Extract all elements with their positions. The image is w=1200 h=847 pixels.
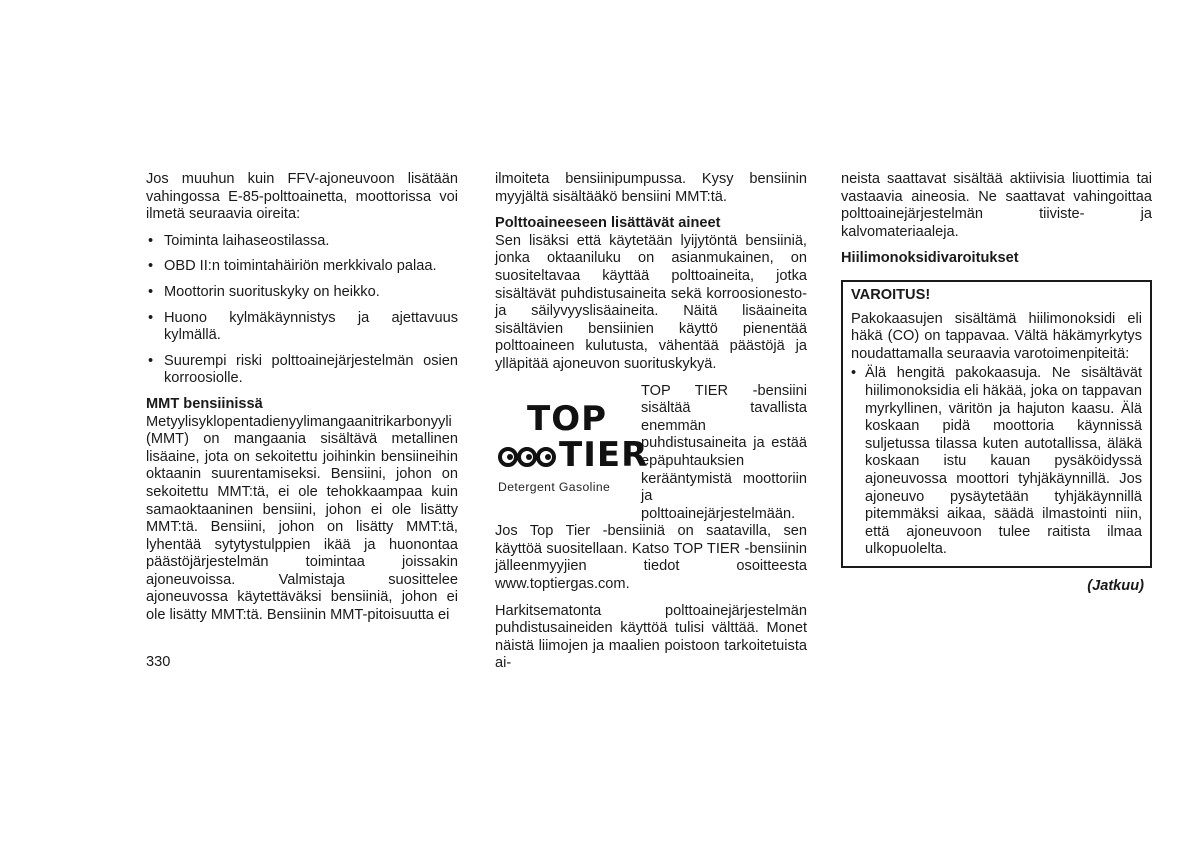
- mmt-heading: MMT bensiinissä: [146, 395, 263, 412]
- cleaners-continued-paragraph: neista saattavat sisältää aktiivisia liuottimia tai vastaavia aineosia. Ne saattavat vahingoittaa polttoainejärjestelmän tiiviste- ja kalvomateriaaleja.: [841, 171, 1152, 240]
- page-number: 330: [146, 654, 171, 670]
- logo-subtitle: Detergent Gasoline: [498, 479, 611, 494]
- mmt-paragraph: Metyylisyklopentadienyylimangaanitrikarbonyyli (MMT) on mangaania sisältävä metallinen lisäaine, jota on sekoitettu joihinkin bensiineihin oktaanin suurentamiseksi. Bensiini, johon on sekoitettu MMT:tä, ei ole tehokkaampaa kuin samaoktaaninen bensiini, johon ei ole lisätty MMT:tä. Bensiini, johon on lisätty MMT:tä, lyhentää sytytystulppien ikää ja huonontaa päästöjärjestelmän toimintaa joissakin ajoneuvoissa. Valmistaja suosittelee ajoneuvossa käytettäväksi bensiiniä, johon ei ole lisätty MMT:tä. Bensiinin MMT-pitoisuutta ei: [146, 413, 458, 624]
- column-1: [146, 171, 458, 625]
- logo-top-text: TOP: [527, 398, 608, 439]
- logo-tier-text: TIER: [559, 434, 649, 475]
- list-item: • Huono kylmäkäynnistys ja ajettavuus kylmällä.: [148, 309, 458, 344]
- column-2: [495, 171, 807, 673]
- warning-box: [841, 280, 1152, 568]
- warning-list: [851, 365, 1142, 559]
- list-item: • Suurempi riski polttoainejärjestelmän osien korroosiolle.: [148, 352, 458, 387]
- additives-heading: Polttoaineeseen lisättävät aineet: [495, 215, 721, 232]
- bullet-icon: •: [148, 352, 154, 369]
- list-item: • Toiminta laihaseostilassa.: [148, 232, 330, 249]
- top-tier-paragraph: TOP TIER -bensiini sisältää tavallista enemmän puhdistusaineita ja estää epäpuhtauksien kerääntymistä moottoriin ja polttoainejärjestelmään. Jos Top Tier -bensiiniä on saatavilla, sen käyttöä suositellaan. Katso TOP TIER -bensiinin jälleenmyyjien tiedot osoitteesta www.toptiergas.com.: [495, 382, 807, 593]
- continues-label: (Jatkuu): [1087, 577, 1144, 594]
- warning-text: Pakokaasujen sisältämä hiilimonoksidi eli häkä (CO) on tappavaa. Vältä häkämyrkytys noudattamalla seuraavia varotoimenpiteitä:: [851, 310, 1142, 362]
- mmt-continued-paragraph: ilmoiteta bensiinipumpussa. Kysy bensiinin myyjältä sisältääkö bensiini MMT:tä.: [495, 171, 807, 205]
- bullet-icon: •: [148, 283, 154, 300]
- swirl-icon: [497, 443, 559, 471]
- bullet-icon: •: [851, 365, 857, 382]
- column-3: [841, 171, 1152, 595]
- bullet-icon: •: [148, 232, 154, 249]
- bullet-icon: •: [148, 309, 154, 326]
- co-heading: Hiilimonoksidivaroitukset: [841, 250, 1019, 267]
- list-item: • Moottorin suorituskyky on heikko.: [148, 283, 380, 300]
- top-tier-logo: [495, 388, 649, 516]
- bullet-icon: •: [148, 258, 154, 275]
- symptoms-list: [146, 233, 458, 388]
- warning-title: VAROITUS!: [851, 286, 931, 303]
- additives-paragraph: Sen lisäksi että käytetään lyijytöntä bensiiniä, jonka oktaaniluku on asianmukainen, on suositeltavaa käyttää polttoaineita, jotka sisältävät puhdistusaineita sekä korroosionesto- ja säilyvyyslisäaineita. Näitä lisäaineita sisältävien bensiinien käyttö pienentää polttoaineen kulutusta, vähentää päästöjä ja ylläpitää ajoneuvon suorituskykyä.: [495, 232, 807, 372]
- cleaners-paragraph: Harkitsematonta polttoainejärjestelmän puhdistusaineiden käyttöä tulisi välttää. Monet näistä liimojen ja maalien poistoon tarkoitetuista ai-: [495, 602, 807, 672]
- e85-intro-paragraph: Jos muuhun kuin FFV-ajoneuvoon lisätään vahingossa E-85-polttoainetta, moottorissa voi ilmetä seuraavia oireita:: [146, 171, 458, 223]
- list-item: • Älä hengitä pakokaasuja. Ne sisältävät hiilimonoksidia eli häkää, joka on tappavan myrkyllinen, väritön ja hajuton kaasu. Älä koskaan pidä moottoria käynnissä suljetussa tilassa kuten autotallissa, äläkä koskaan istu kauan pysäköidyssä ajoneuvossa moottori tyhjäkäynnillä. Jos ajoneuvo pysäytetään tyhjäkäynnillä pitemmäksi aikaa, säädä ilmastointi niin, että ajoneuvoon tulee raitista ilmaa ulkopuolelta.: [851, 365, 1142, 558]
- list-item: • OBD II:n toimintahäiriön merkkivalo palaa.: [148, 258, 437, 275]
